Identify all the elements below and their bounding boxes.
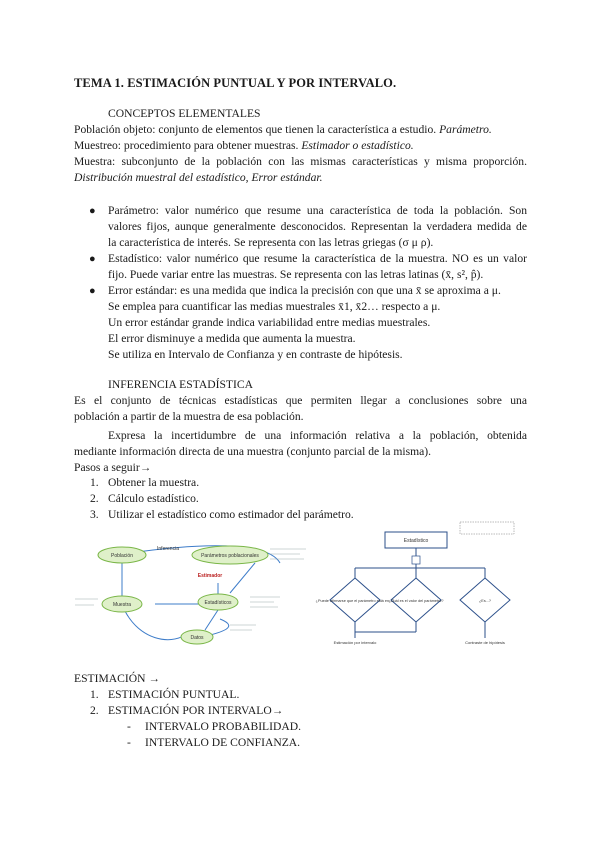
definition-poblacion-term: Parámetro.	[439, 123, 492, 136]
decision-1-label: ¿Puede afirmarse que el parámetro está en...?	[315, 599, 395, 603]
bullet-parametro-line2: valores fijos, aunque generalmente desconocidos. Representan la verdadera medida de	[108, 220, 527, 233]
bullet-parametro-line1: Parámetro: valor numérico que resume una característica de toda la población. Son	[108, 204, 527, 217]
sub-item-confianza: INTERVALO DE CONFIANZA.	[145, 736, 301, 749]
decision-3-label: ¿Es...?	[478, 599, 492, 603]
bullet-estadistico-line1: Estadístico: valor numérico que resume la característica de la muestra. NO es un valor	[108, 252, 527, 265]
result-estimacion-intervalo: Estimación por intervalo	[333, 640, 377, 645]
node-estadisticos-label: Estadísticos	[204, 600, 232, 606]
estimacion-item-puntual: ESTIMACIÓN PUNTUAL.	[108, 688, 240, 701]
section-heading-inferencia: INFERENCIA ESTADÍSTICA	[108, 378, 253, 391]
definition-muestreo-text: Muestreo: procedimiento para obtener muestras.	[74, 139, 299, 152]
step-number: 3.	[90, 508, 99, 521]
definition-poblacion	[74, 122, 492, 138]
inferencia-paragraph1-line1: Es el conjunto de técnicas estadísticas que permiten llegar a conclusiones sobre una	[74, 394, 527, 407]
bullet-error-line1: Error estándar: es una medida que indica la precisión con que una x̄ se aproxima a μ.	[108, 284, 501, 297]
result-contraste-hipotesis: Contraste de hipótesis	[465, 640, 505, 645]
node-muestra-label: Muestra	[112, 602, 132, 608]
inferencia-paragraph2-line1: Expresa la incertidumbre de una información relativa a la población, obtenida	[108, 429, 527, 442]
step-item: Obtener la muestra.	[108, 476, 200, 489]
estimador-label: Estimador	[197, 573, 223, 579]
step-item: Utilizar el estadístico como estimador del parámetro.	[108, 508, 354, 521]
bullet-marker: ●	[89, 253, 96, 265]
inferencia-label: Inferencia	[157, 546, 179, 552]
document-title: TEMA 1. ESTIMACIÓN PUNTUAL Y POR INTERVALO.	[74, 76, 397, 90]
sub-item-dash: -	[127, 720, 131, 733]
bullet-error-line4: El error disminuye a medida que aumenta la muestra.	[108, 332, 356, 345]
bullet-marker: ●	[89, 205, 96, 217]
node-poblacion-label: Población	[111, 553, 133, 559]
step-number: 1.	[90, 476, 99, 489]
node-parametros-label: Parámetros poblacionales	[201, 553, 259, 559]
bullet-error-line3: Un error estándar grande indica variabilidad entre medias muestrales.	[108, 316, 431, 329]
definition-muestreo	[74, 138, 414, 154]
sub-item-dash: -	[127, 736, 131, 749]
pasos-label: Pasos a seguir→	[74, 461, 152, 474]
estimacion-number: 2.	[90, 704, 99, 717]
decision-2-label: ¿Cuál es el valor del parámetro?	[388, 599, 444, 603]
bullet-parametro-line3: la característica de interés. Se representa con las letras griegas (σ μ ρ).	[108, 236, 434, 249]
definition-muestra-line1: Muestra: subconjunto de la población con las mismas características y misma proporción.	[74, 155, 527, 168]
step-item: Cálculo estadístico.	[108, 492, 199, 505]
inferencia-paragraph1-line2: población a partir de la muestra de esa población.	[74, 410, 304, 423]
node-datos-label: Datos	[190, 635, 204, 641]
sub-item-probabilidad: INTERVALO PROBABILIDAD.	[145, 720, 302, 733]
definition-poblacion-text: Población objeto: conjunto de elementos que tienen la característica a estudio.	[74, 123, 437, 136]
step-number: 2.	[90, 492, 99, 505]
definition-muestra-line2: Distribución muestral del estadístico, Error estándar.	[74, 171, 323, 184]
bullet-error-line5: Se utiliza en Intervalo de Confianza y en contraste de hipótesis.	[108, 348, 403, 361]
inference-cycle-figure	[70, 535, 320, 655]
box-estadistico-label: Estadístico	[403, 538, 429, 544]
inferencia-paragraph2-line2: mediante información directa de una muestra (conjunto parcial de la misma).	[74, 445, 432, 458]
estimacion-number: 1.	[90, 688, 99, 701]
bullet-estadistico-line2: fijo. Puede variar entre las muestras. Se representa con las letras latinas (x̄, s², p̂).	[108, 268, 484, 281]
bullet-marker: ●	[89, 285, 96, 297]
estimacion-item-intervalo: ESTIMACIÓN POR INTERVALO→	[108, 704, 284, 717]
bullet-error-line2: Se emplea para cuantificar las medias muestrales x̄1, x̄2… respecto a μ.	[108, 300, 441, 313]
section-heading-estimacion: ESTIMACIÓN →	[74, 672, 160, 685]
definition-muestreo-term: Estimador o estadístico.	[301, 139, 414, 152]
decision-flowchart-figure	[310, 520, 530, 660]
section-heading-conceptos: CONCEPTOS ELEMENTALES	[108, 107, 261, 120]
